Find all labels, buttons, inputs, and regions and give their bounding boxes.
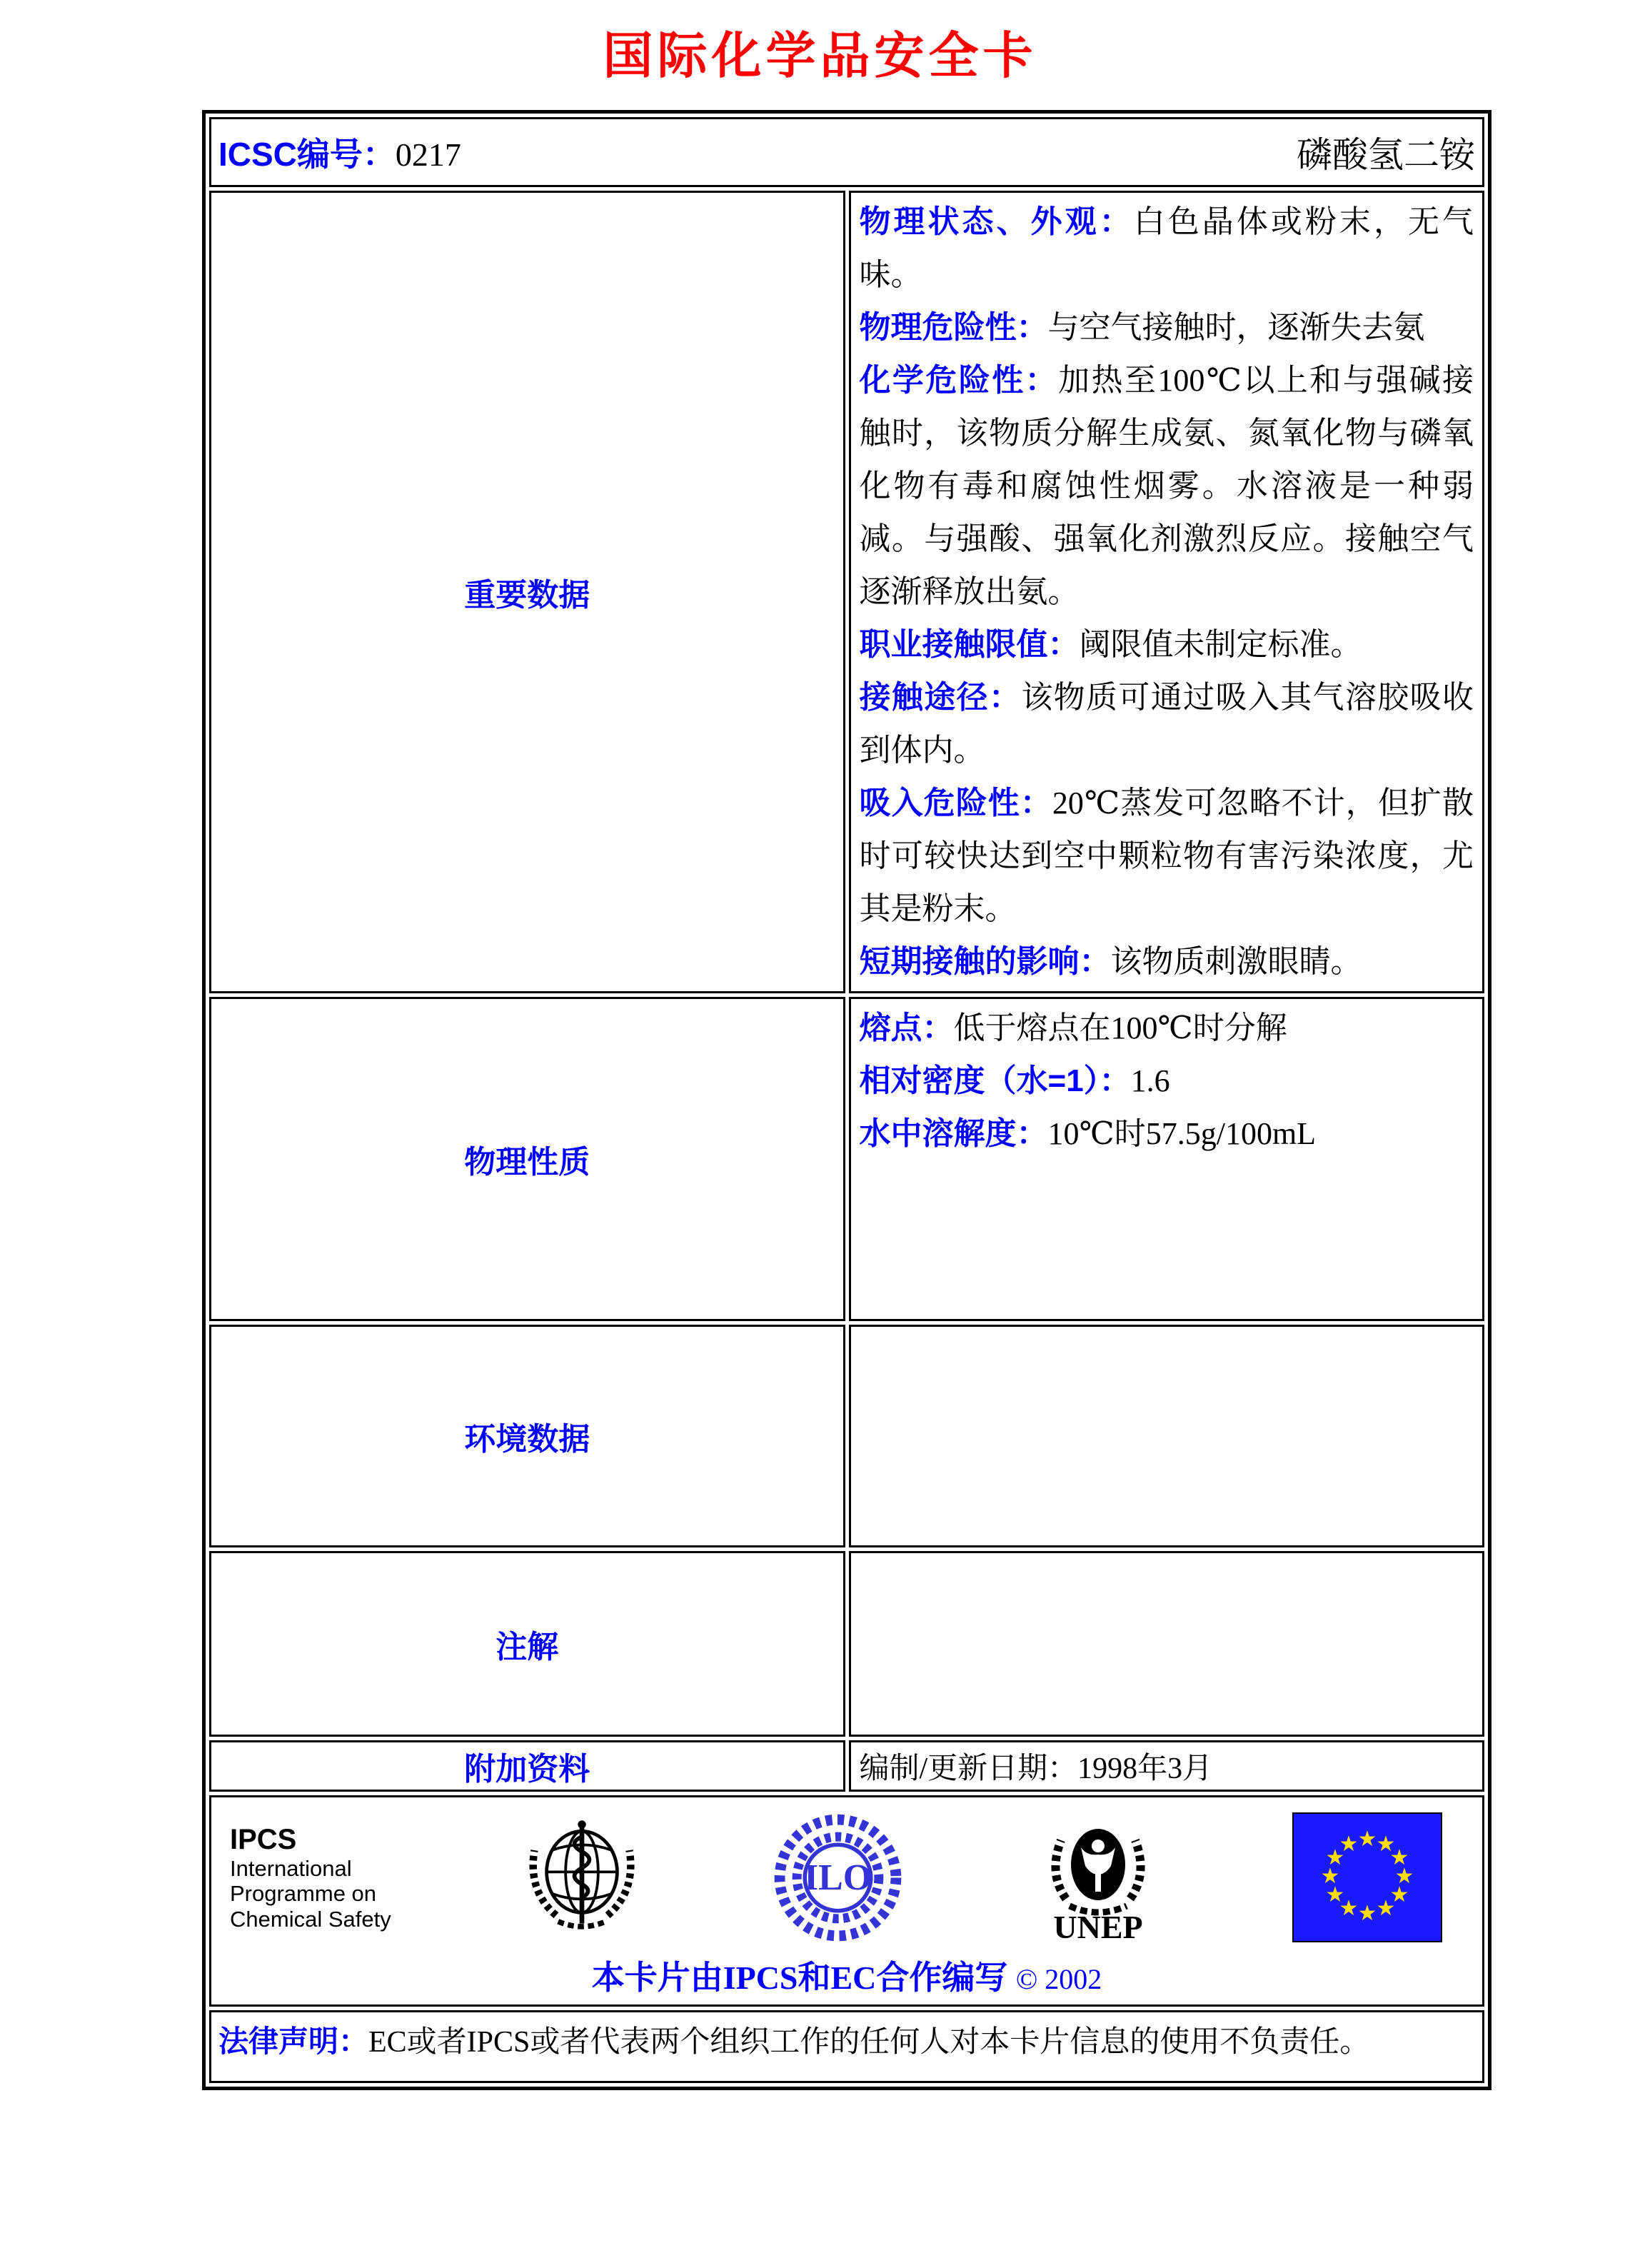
cooperation-caption (226, 1952, 1468, 1999)
text-line (860, 1002, 1474, 1055)
unep-label: UNEP (1053, 1909, 1143, 1945)
field-value: 该物质可通过吸入其气溶胶吸收到体内。 (859, 680, 1474, 768)
text-line (860, 196, 1474, 301)
notes-row (209, 1551, 1484, 1737)
text-line (860, 935, 1474, 988)
field-label: 水中溶解度： (859, 1116, 1048, 1151)
legal-row (209, 2010, 1484, 2083)
svg-text:★: ★ (1325, 1845, 1345, 1870)
field-value: 10℃时57.5g/100mL (1047, 1116, 1317, 1151)
legal-text: EC或者IPCS或者代表两个组织工作的任何人对本卡片信息的使用不负责任。 (368, 2026, 1370, 2059)
field-label: 吸入危险性： (859, 786, 1052, 821)
environmental-data-content (849, 1325, 1485, 1547)
text-line (860, 1055, 1474, 1108)
svg-text:★: ★ (1389, 1882, 1409, 1907)
icsc-number-group (218, 129, 461, 176)
svg-text:★: ★ (1325, 1882, 1345, 1907)
who-logo-icon (514, 1810, 650, 1945)
field-value: 1.6 (1130, 1063, 1170, 1098)
eu-flag-icon (1292, 1812, 1442, 1942)
text-line (860, 618, 1474, 671)
logo-strip (226, 1807, 1468, 1947)
section-label-physical-properties: 物理性质 (209, 997, 845, 1321)
section-label-additional-info: 附加资料 (209, 1740, 845, 1792)
svg-text:★: ★ (1357, 1901, 1377, 1926)
ilo-letters: ILO (804, 1857, 872, 1898)
important-data-content (849, 191, 1485, 993)
icsc-table (202, 110, 1491, 2090)
legal-cell (209, 2010, 1484, 2083)
header-cell (209, 117, 1484, 187)
field-label: 短期接触的影响： (859, 944, 1111, 979)
section-label-important-data: 重要数据 (209, 191, 845, 993)
text-line (860, 354, 1474, 618)
logos-cell (209, 1795, 1484, 2007)
field-value: 加热至100℃以上和与强碱接触时，该物质分解生成氨、氮氧化物与磷氧化物有毒和腐蚀性烟雾。水溶液是一种弱减。与强酸、强氧化剂激烈反应。接触空气逐渐释放出氨。 (859, 363, 1474, 609)
text-line (860, 301, 1474, 354)
ipcs-text-block (230, 1823, 391, 1932)
additional-info-row (209, 1740, 1484, 1792)
logos-row (209, 1795, 1484, 2007)
field-value: 20℃蒸发可忽略不计，但扩散时可较快达到空中颗粒物有害污染浓度，尤其是粉末。 (859, 786, 1474, 926)
ilo-logo-icon (772, 1812, 904, 1944)
svg-text:★: ★ (1376, 1832, 1396, 1857)
svg-text:★: ★ (1339, 1896, 1359, 1921)
field-value: 阈限值未制定标准。 (1079, 627, 1362, 662)
copyright-text: © 2002 (1015, 1963, 1102, 1995)
ipcs-line: Programme on (230, 1881, 377, 1907)
field-label: 熔点： (859, 1010, 954, 1045)
svg-text:★: ★ (1357, 1827, 1377, 1852)
environmental-data-row (209, 1325, 1484, 1547)
chemical-name: 磷酸氢二铵 (1297, 135, 1475, 175)
page-title: 国际化学品安全卡 (603, 29, 1037, 84)
icsc-number-value: 0217 (395, 136, 461, 173)
svg-text:★: ★ (1389, 1845, 1409, 1870)
field-label: 相对密度（水=1）： (859, 1063, 1131, 1098)
field-value: 与空气接触时，逐渐失去氨 (1047, 310, 1425, 345)
icsc-number-label: ICSC编号： (218, 136, 396, 173)
field-value: 低于熔点在100℃时分解 (953, 1010, 1287, 1045)
caption-text: 本卡片由IPCS和EC合作编写 (591, 1960, 1008, 1996)
section-label-environmental-data: 环境数据 (209, 1325, 845, 1547)
ipcs-line: International (230, 1855, 352, 1881)
field-label: 物理状态、外观： (859, 204, 1134, 239)
text-line (860, 1108, 1474, 1160)
field-label: 化学危险性： (859, 363, 1059, 398)
svg-text:★: ★ (1394, 1864, 1414, 1889)
unep-logo-icon (1027, 1806, 1169, 1949)
field-label: 物理危险性： (859, 310, 1048, 345)
ipcs-line: Chemical Safety (230, 1906, 391, 1932)
svg-text:★: ★ (1376, 1896, 1396, 1921)
field-label: 接触途径： (859, 680, 1022, 715)
section-label-notes: 注解 (209, 1551, 845, 1737)
notes-content (849, 1551, 1485, 1737)
ipcs-title: IPCS (230, 1823, 297, 1855)
physical-properties-content (849, 997, 1485, 1321)
svg-text:★: ★ (1320, 1864, 1340, 1889)
field-label: 职业接触限值： (859, 627, 1080, 662)
text-line (860, 671, 1474, 777)
svg-text:★: ★ (1339, 1832, 1359, 1857)
important-data-row (209, 191, 1484, 993)
header-row (209, 117, 1484, 187)
additional-info-content: 编制/更新日期：1998年3月 (849, 1740, 1485, 1792)
icsc-card (202, 110, 1491, 2090)
text-line (860, 777, 1474, 935)
legal-label: 法律声明： (218, 2024, 369, 2058)
field-value: 该物质刺激眼睛。 (1110, 944, 1362, 979)
physical-properties-row (209, 997, 1484, 1321)
field-value: 白色晶体或粉末，无气味。 (859, 204, 1474, 292)
